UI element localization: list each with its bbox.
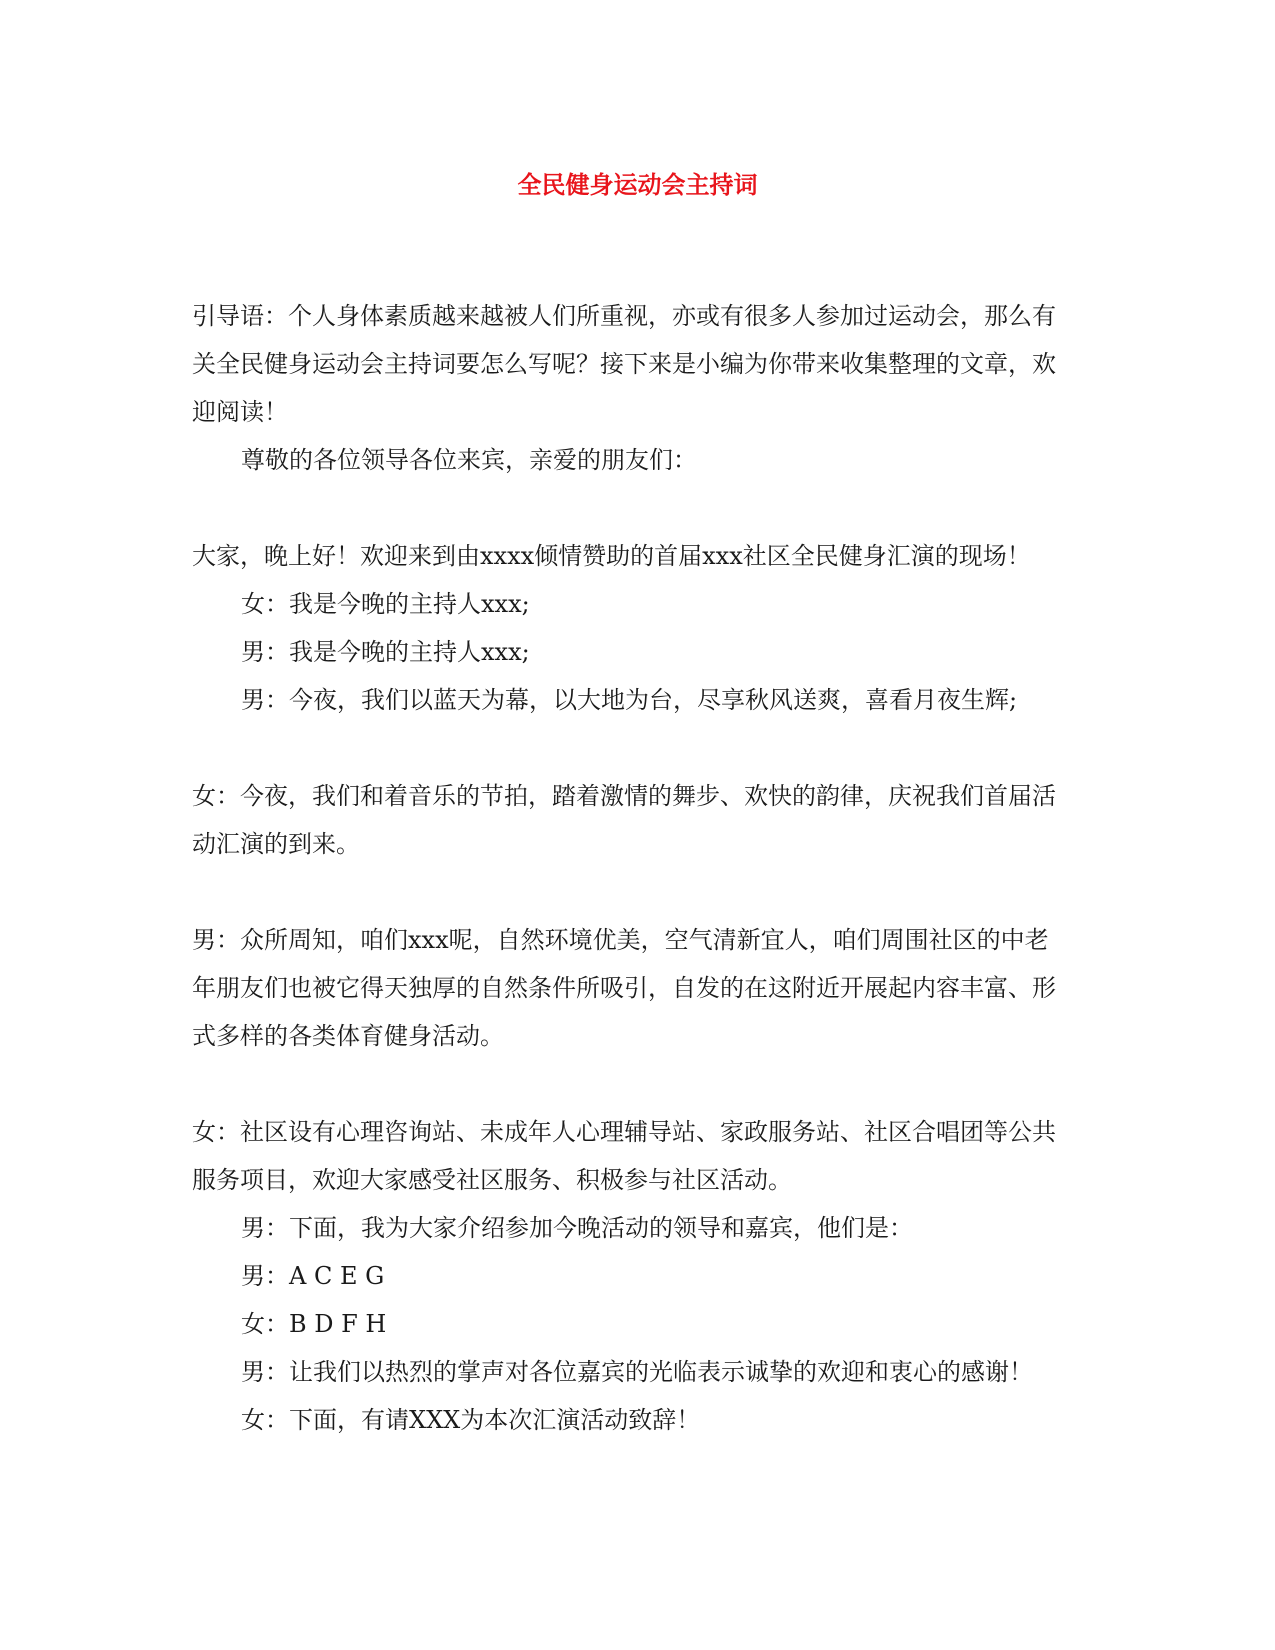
female-line-services: 女：社区设有心理咨询站、未成年人心理辅导站、家政服务站、社区合唱团等公共服务项目，欢迎大家感受社区服务、积极参与社区活动。 [192, 1118, 1056, 1194]
female-guest-list: 女：B D F H [241, 1310, 387, 1338]
spacer [192, 1060, 1072, 1108]
greeting-paragraph: 尊敬的各位领导各位来宾，亲爱的朋友们： [241, 446, 697, 474]
male-line-introduce-guests: 男：下面，我为大家介绍参加今晚活动的领导和嘉宾，他们是： [241, 1214, 913, 1242]
spacer [192, 868, 1072, 916]
male-line-environment: 男：众所周知，咱们xxx呢，自然环境优美，空气清新宜人，咱们周围社区的中老年朋友们也被它得天独厚的自然条件所吸引，自发的在这附近开展起内容丰富、形式多样的各类体育健身活动。 [192, 926, 1056, 1050]
male-line-tonight: 男：今夜，我们以蓝天为幕，以大地为台，尽享秋风送爽，喜看月夜生辉; [241, 686, 1018, 714]
document-title: 全民健身运动会主持词 [517, 171, 758, 199]
intro-paragraph: 引导语：个人身体素质越来越被人们所重视，亦或有很多人参加过运动会，那么有关全民健身运动会主持词要怎么写呢？接下来是小编为你带来收集整理的文章，欢迎阅读！ [192, 302, 1056, 426]
female-line-tonight: 女：今夜，我们和着音乐的节拍，踏着激情的舞步、欢快的韵律，庆祝我们首届活动汇演的到来。 [192, 782, 1056, 858]
document-body [192, 292, 1072, 1444]
host-female-intro: 女：我是今晚的主持人xxx; [241, 590, 530, 618]
spacer [192, 724, 1072, 772]
male-line-applause: 男：让我们以热烈的掌声对各位嘉宾的光临表示诚挚的欢迎和衷心的感谢！ [241, 1358, 1033, 1386]
male-guest-list: 男：A C E G [241, 1262, 385, 1290]
spacer [192, 484, 1072, 532]
host-male-intro: 男：我是今晚的主持人xxx; [241, 638, 530, 666]
welcome-paragraph: 大家，晚上好！欢迎来到由xxxx倾情赞助的首届xxx社区全民健身汇演的现场！ [192, 542, 1031, 570]
female-line-invite-speech: 女：下面，有请XXX为本次汇演活动致辞！ [241, 1406, 701, 1434]
